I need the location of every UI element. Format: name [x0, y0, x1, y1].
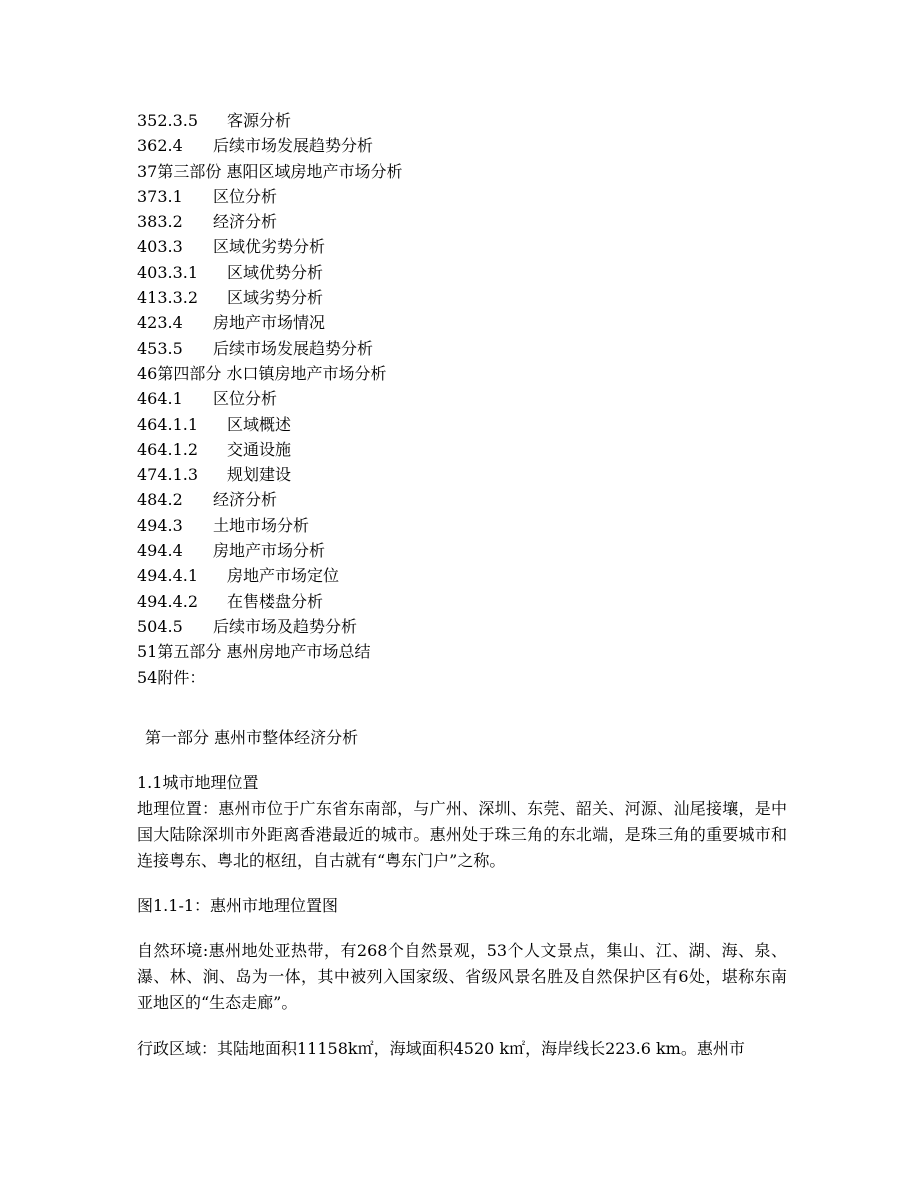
toc-entry-number: 51	[137, 642, 158, 662]
toc-entry	[137, 108, 402, 133]
toc-entry	[137, 159, 402, 184]
toc-entry	[137, 310, 402, 335]
toc-entry-number: 373.1	[137, 186, 183, 206]
toc-entry	[137, 184, 402, 209]
toc-entry-number: 54	[137, 667, 158, 687]
toc-entry-title: 后续市场发展趋势分析	[213, 136, 374, 156]
toc-entry-number: 453.5	[137, 338, 183, 358]
geo-location-paragraph: 地理位置：惠州市位于广东省东南部，与广州、深圳、东莞、韶关、河源、汕尾接壤，是中国大陆除深圳市外距离香港最近的城市。惠州处于珠三角的东北端，是珠三角的重要城市和连接粤东、粤北的枢纽，自古就有“粤东门户”之称。	[137, 799, 787, 870]
toc-entry	[137, 487, 402, 512]
toc-entry-number: 504.5	[137, 616, 183, 636]
toc-entry-number: 403.3.1	[137, 262, 199, 282]
table-of-contents	[137, 108, 402, 690]
figure-caption: 图1.1-1：惠州市地理位置图	[137, 896, 339, 915]
toc-entry-title: 客源分析	[227, 111, 292, 130]
toc-entry-title: 房地产市场情况	[213, 313, 326, 333]
toc-entry-number: 484.2	[137, 490, 183, 510]
toc-entry-title: 第五部分 惠州房地产市场总结	[157, 642, 371, 662]
toc-entry-number: 474.1.3	[137, 465, 199, 485]
toc-entry	[137, 285, 402, 310]
toc-entry	[137, 234, 402, 259]
toc-entry-number: 423.4	[137, 313, 183, 333]
toc-entry	[137, 462, 402, 487]
subsection-heading: 1.1城市地理位置	[137, 773, 259, 792]
toc-entry-title: 区位分析	[213, 186, 278, 206]
toc-entry-title: 区域概述	[227, 414, 292, 434]
toc-entry-number: 352.3.5	[137, 111, 199, 130]
toc-entry-number: 383.2	[137, 212, 183, 232]
toc-entry-title: 房地产市场定位	[227, 566, 340, 586]
toc-entry	[137, 260, 402, 285]
toc-entry-number: 494.4.1	[137, 566, 199, 586]
toc-entry	[137, 412, 402, 437]
toc-entry	[137, 437, 402, 462]
toc-entry-number: 464.1	[137, 389, 183, 409]
toc-entry-title: 交通设施	[227, 439, 292, 459]
toc-entry-title: 后续市场发展趋势分析	[213, 338, 374, 358]
toc-entry-number: 464.1.1	[137, 414, 199, 434]
toc-entry-number: 494.3	[137, 515, 183, 535]
toc-entry	[137, 133, 402, 158]
toc-entry-title: 经济分析	[213, 490, 278, 510]
toc-entry-title: 附件：	[157, 667, 206, 687]
toc-entry-title: 区域劣势分析	[227, 288, 324, 308]
toc-entry-title: 第三部份 惠阳区域房地产市场分析	[157, 161, 403, 181]
toc-entry-number: 494.4	[137, 541, 183, 561]
toc-entry-title: 区域优势分析	[227, 262, 324, 282]
administrative-area-paragraph: 行政区域：其陆地面积11158k㎡，海域面积4520 k㎡，海岸线长223.6 km。惠州市	[137, 1039, 745, 1058]
toc-entry	[137, 513, 402, 538]
toc-entry	[137, 614, 402, 639]
toc-entry	[137, 386, 402, 411]
toc-entry	[137, 209, 402, 234]
toc-entry	[137, 639, 402, 664]
toc-entry	[137, 563, 402, 588]
toc-entry-title: 后续市场及趋势分析	[213, 616, 358, 636]
toc-entry-title: 土地市场分析	[213, 515, 310, 535]
toc-entry-number: 403.3	[137, 237, 183, 257]
toc-entry-title: 第四部分 水口镇房地产市场分析	[157, 363, 387, 383]
toc-entry-number: 362.4	[137, 136, 183, 156]
natural-environment-paragraph: 自然环境:惠州地处亚热带，有268个自然景观，53个人文景点，集山、江、湖、海、泉、瀑、林、涧、岛为一体，其中被列入国家级、省级风景名胜及自然保护区有6处，堪称东南亚地区的“生态走廊”。	[137, 941, 787, 1012]
toc-entry	[137, 589, 402, 614]
toc-entry	[137, 538, 402, 563]
toc-entry-title: 规划建设	[227, 465, 292, 485]
toc-entry-title: 房地产市场分析	[213, 541, 326, 561]
toc-entry-number: 494.4.2	[137, 591, 199, 611]
toc-entry-number: 46	[137, 363, 158, 383]
toc-entry	[137, 665, 402, 690]
toc-entry-title: 在售楼盘分析	[227, 591, 324, 611]
toc-entry-number: 413.3.2	[137, 288, 199, 308]
toc-entry-number: 464.1.2	[137, 439, 199, 459]
section-heading: 第一部分 惠州市整体经济分析	[145, 728, 359, 747]
toc-entry	[137, 361, 402, 386]
toc-entry-title: 经济分析	[213, 212, 278, 232]
toc-entry-title: 区域优劣势分析	[213, 237, 326, 257]
toc-entry-number: 37	[137, 161, 158, 181]
toc-entry-title: 区位分析	[213, 389, 278, 409]
toc-entry	[137, 336, 402, 361]
